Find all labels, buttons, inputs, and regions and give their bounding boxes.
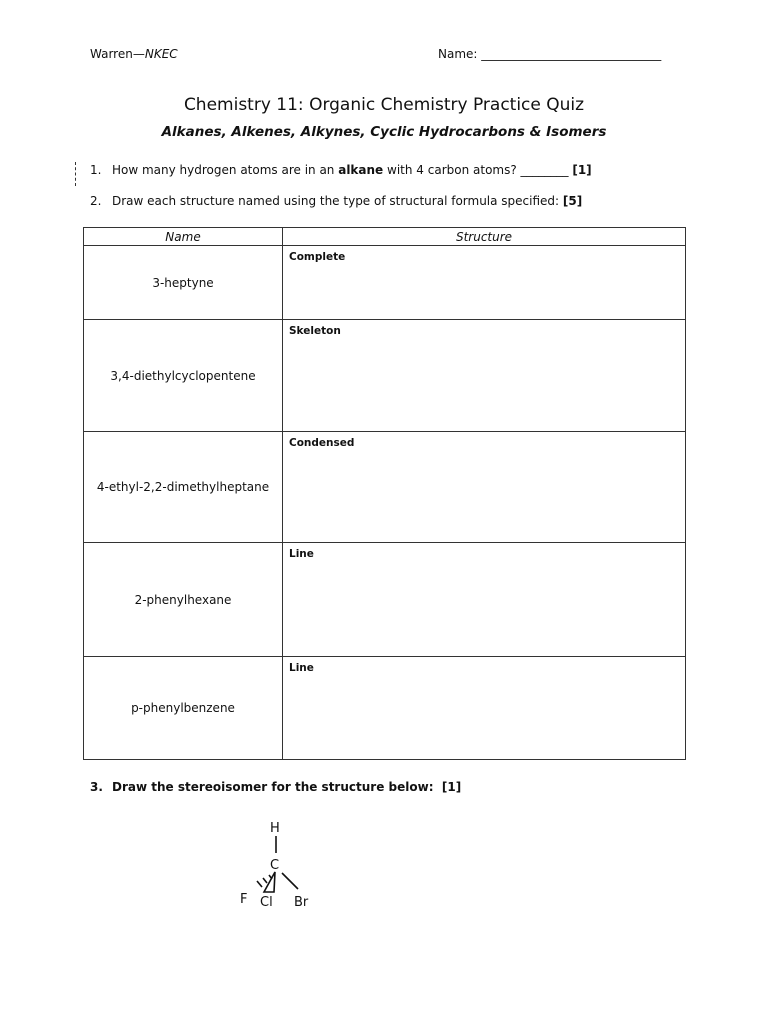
table-row [84,246,686,320]
compound-name: 4-ethyl-2,2-dimethylheptane [84,432,283,543]
table-row [84,543,686,657]
column-header-structure: Structure [283,228,686,246]
question-3-number: 3. [90,780,103,794]
atom-br: Br [294,895,309,910]
bond-c-br [282,873,298,889]
question-3-points: [1] [441,780,462,794]
student-name-field[interactable]: Name: ______________________________ [438,47,662,61]
structure-answer-cell[interactable] [283,543,686,657]
question-1-keyword: alkane [338,163,384,177]
question-2-text: Draw each structure named using the type of structural formula specified: [112,194,563,208]
structure-table [83,227,686,760]
atom-f: F [240,892,248,907]
page-title: Chemistry 11: Organic Chemistry Practice Quiz [183,95,585,115]
question-1-answer-blank[interactable]: with 4 carbon atoms? ________ [383,163,573,177]
compound-name: 2-phenylhexane [84,543,283,657]
teacher-label [90,47,178,61]
atom-c: C [270,858,280,873]
compound-name: 3,4-diethylcyclopentene [84,320,283,432]
structure-answer-cell[interactable] [283,320,686,432]
formula-type-label: Condensed [289,437,355,449]
table-row [84,320,686,432]
teacher-name: Warren— [90,47,145,61]
course-code: NKEC [144,47,178,61]
stereo-structure [230,815,340,915]
margin-mark [75,162,76,186]
formula-type-label: Line [289,548,314,560]
question-2 [90,194,582,208]
question-1 [90,163,592,177]
question-1-points: [1] [572,163,592,177]
question-1-number: 1. [90,163,102,177]
question-2-number: 2. [90,194,102,208]
formula-type-label: Skeleton [289,325,341,337]
molecule-diagram [230,815,340,915]
formula-type-label: Line [289,662,314,674]
column-header-name: Name [84,228,283,246]
table-row [84,432,686,543]
atom-cl: Cl [260,895,273,910]
table-header-row [84,228,686,246]
table-row [84,657,686,760]
question-1-text: How many hydrogen atoms are in an [112,163,339,177]
question-3 [90,780,461,794]
question-2-points: [5] [562,194,583,208]
formula-type-label: Complete [289,251,346,263]
page-subtitle: Alkanes, Alkenes, Alkynes, Cyclic Hydrocarbons & Isomers [161,124,607,140]
question-3-text: Draw the stereoisomer for the structure below: [112,780,434,794]
atom-h: H [270,821,280,836]
compound-name: 3-heptyne [84,246,283,320]
structure-answer-cell[interactable] [283,657,686,760]
structure-answer-cell[interactable] [283,432,686,543]
compound-name: p-phenylbenzene [84,657,283,760]
structure-answer-cell[interactable] [283,246,686,320]
